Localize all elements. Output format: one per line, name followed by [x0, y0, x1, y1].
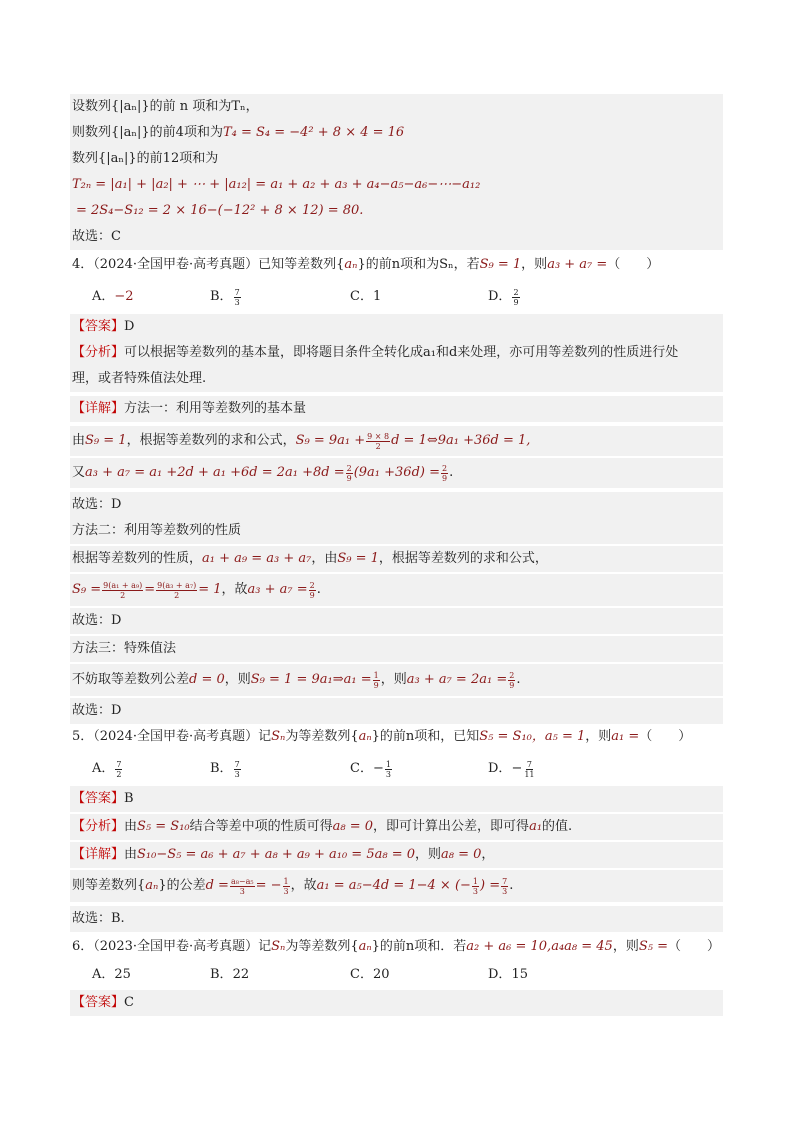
fraction	[366, 432, 390, 451]
option-label: A．	[92, 761, 115, 776]
line-text: 不妨取等差数列公差	[72, 672, 190, 687]
option-label: B．	[210, 761, 233, 776]
formula: T₄ = S₄ = −4² + 8 × 4 = 16	[222, 125, 405, 140]
fraction	[523, 760, 535, 779]
stem-text: }的前n项和为Sₙ，若	[357, 257, 480, 272]
denominator: 9	[373, 680, 379, 690]
line-text: 由	[72, 433, 86, 448]
formula: a₃ + a₇ = a₁ +2d + a₁ +6d = 2a₁ +8d =	[85, 465, 345, 480]
question-4-stem	[70, 252, 723, 278]
stem-text: 5．（2024·全国甲卷·高考真题）记	[72, 729, 272, 744]
option-a	[92, 756, 123, 782]
option-label: D．	[488, 761, 512, 776]
line-text: 方法一：利用等差数列的基本量	[124, 401, 307, 416]
formula: = 2S₄−S₁₂ = 2 × 16−(−12² + 8 × 12) = 80.	[76, 203, 364, 218]
formula: a₁	[529, 819, 543, 834]
numerator: 2	[309, 580, 315, 590]
numerator: 1	[385, 759, 391, 769]
formula: a₂ + a₆ = 10,a₄a₈ = 45	[466, 939, 613, 954]
denominator: 2	[116, 769, 122, 779]
fraction	[234, 288, 241, 307]
analysis-tag: 【分析】	[72, 819, 125, 834]
stem-text: 6．（2023·全国甲卷·高考真题）记	[72, 939, 272, 954]
text-line	[70, 146, 723, 172]
numerator: 1	[283, 876, 289, 886]
line-text: 故选：B.	[72, 911, 125, 926]
line-text: 方法三：特殊值法	[72, 641, 177, 656]
question-6-stem	[70, 934, 723, 960]
formula: (9a₁ +36d) =	[353, 465, 440, 480]
text-line	[70, 698, 723, 724]
answer-value: D	[124, 319, 135, 334]
denominator: 9	[509, 680, 515, 690]
text-line	[70, 664, 723, 696]
stem-text: ，则	[612, 939, 639, 954]
formula: a₁ =	[611, 729, 640, 744]
option-value: 20	[372, 967, 390, 982]
text-line	[70, 458, 723, 488]
fraction	[385, 760, 392, 779]
text-line	[70, 198, 723, 224]
line-text: 又	[72, 465, 86, 480]
fraction	[472, 877, 479, 896]
formula: S₉ = 1	[85, 433, 127, 448]
line-text: 的值.	[542, 819, 573, 834]
option-c	[350, 756, 393, 782]
fraction	[156, 581, 197, 600]
line-text: 数列{|aₙ|}的前12项和为	[72, 151, 219, 166]
text-line	[70, 870, 723, 902]
formula: Sₙ	[271, 729, 286, 744]
line-text: ，则	[224, 672, 251, 687]
detail-tag: 【详解】	[72, 401, 125, 416]
option-label: D．	[488, 967, 512, 982]
denominator: 3	[234, 769, 240, 779]
numerator: 9(a₃ + a₇)	[157, 580, 197, 590]
option-label: C．	[350, 289, 373, 304]
answer-tag: 【答案】	[72, 319, 125, 334]
formula: S₅ = S₁₀，a₅ = 1	[479, 729, 586, 744]
formula: aₙ	[145, 878, 159, 893]
fraction	[102, 581, 143, 600]
text-line	[70, 636, 723, 662]
numerator: 7	[234, 287, 240, 297]
stem-text: 为等差数列{	[285, 729, 359, 744]
text-line	[70, 366, 723, 392]
text-line	[70, 906, 723, 932]
option-label: B．	[210, 967, 233, 982]
formula: d = 0	[189, 672, 225, 687]
line-text: 由	[124, 819, 138, 834]
answer-line	[70, 990, 723, 1016]
denominator: 3	[239, 886, 245, 896]
fraction	[501, 877, 508, 896]
line-text: 故选：C	[72, 229, 121, 244]
numerator: 7	[116, 759, 122, 769]
line-text: 则等差数列{	[72, 878, 146, 893]
denominator: 3	[502, 886, 508, 896]
option-a	[92, 962, 131, 988]
line-text: ，则	[415, 847, 442, 862]
formula: S₉ = 1	[479, 257, 522, 272]
answer-line	[70, 314, 723, 340]
formula: = −	[255, 878, 282, 893]
line-text: }的公差	[158, 878, 206, 893]
numerator: 2	[442, 463, 448, 473]
text-line	[70, 518, 723, 544]
option-label: A．	[92, 967, 115, 982]
analysis-tag: 【分析】	[72, 345, 125, 360]
detail-line	[70, 396, 723, 422]
formula: =	[144, 582, 156, 597]
numerator: 7	[526, 759, 532, 769]
question-4-options	[70, 284, 723, 310]
line-text: 理，或者特殊值法处理.	[72, 371, 207, 386]
line-text: ，根据等差数列的求和公式，	[378, 551, 548, 566]
fraction	[508, 671, 515, 690]
line-text: ，根据等差数列的求和公式，	[126, 433, 296, 448]
detail-line	[70, 842, 723, 868]
line-text: 结合等差中项的性质可得	[189, 819, 333, 834]
numerator: 1	[373, 670, 379, 680]
line-text: 设数列{|aₙ|}的前 n 项和为Tₙ，	[72, 99, 259, 114]
line-text: ，故	[221, 582, 248, 597]
fraction	[373, 671, 380, 690]
fraction	[234, 760, 241, 779]
option-label: B．	[210, 289, 233, 304]
option-b	[210, 962, 249, 988]
formula: T₂ₙ = |a₁| + |a₂| + ⋯ + |a₁₂| = a₁ + a₂ + a₃ + a₄−a₅−a₆−⋯−a₁₂	[72, 177, 481, 192]
option-value: 25	[114, 967, 131, 982]
stem-text: 4．（2024·全国甲卷·高考真题）已知等差数列{	[72, 257, 345, 272]
stem-text: 为等差数列{	[285, 939, 359, 954]
text-line	[70, 492, 723, 518]
fraction	[512, 288, 519, 307]
stem-text: （ ）	[639, 729, 692, 744]
option-d	[488, 756, 537, 782]
option-d	[488, 962, 528, 988]
answer-value: C	[124, 995, 134, 1010]
fraction	[283, 877, 290, 896]
text-line	[70, 94, 723, 120]
stem-text: （ ）	[668, 939, 721, 954]
option-c	[350, 284, 381, 310]
denominator: 3	[283, 886, 289, 896]
numerator: 7	[502, 876, 508, 886]
answer-tag: 【答案】	[72, 791, 125, 806]
formula: aₙ	[358, 729, 372, 744]
denominator: 9	[346, 473, 352, 483]
option-value: 15	[511, 967, 528, 982]
formula: aₙ	[344, 257, 358, 272]
question-5-stem	[70, 724, 723, 750]
line-text: 根据等差数列的性质，	[72, 551, 203, 566]
stem-text: ，则	[521, 257, 548, 272]
line-text: 故选：D	[72, 497, 122, 512]
answer-value: B	[124, 791, 134, 806]
line-text: 方法二：利用等差数列的性质	[72, 523, 242, 538]
denominator: 11	[524, 769, 535, 779]
numerator: 7	[234, 759, 240, 769]
denominator: 9	[309, 590, 315, 600]
denominator: 3	[472, 886, 479, 896]
numerator: 2	[346, 463, 352, 473]
numerator: a₈−a₅	[230, 876, 254, 886]
text-line	[70, 608, 723, 634]
answer-tag: 【答案】	[72, 995, 125, 1010]
formula: a₃ + a₇ = 2a₁ =	[406, 672, 508, 687]
answer-line	[70, 786, 723, 812]
numerator: 9(a₁ + a₉)	[103, 580, 143, 590]
line-text: ，故	[290, 878, 317, 893]
text-line	[70, 574, 723, 606]
analysis-line	[70, 340, 723, 366]
option-label: D．	[488, 289, 512, 304]
formula: S₅ = S₁₀	[137, 819, 190, 834]
fraction	[346, 464, 353, 483]
numerator: 9 × 8	[367, 431, 390, 441]
line-text: .	[509, 878, 514, 893]
detail-tag: 【详解】	[72, 847, 125, 862]
line-text: 可以根据等差数列的基本量，即将题目条件全转化成a₁和d来处理，亦可用等差数列的性质进行处	[124, 345, 679, 360]
formula: S₉ = 1	[337, 551, 379, 566]
formula: aₙ	[358, 939, 372, 954]
question-6-options	[70, 962, 723, 988]
option-sign: −	[372, 761, 384, 776]
line-text: ，由	[311, 551, 338, 566]
formula: S₁₀−S₅ = a₆ + a₇ + a₈ + a₉ + a₁₀ = 5a₈ = 0	[137, 847, 415, 862]
formula: = 1	[198, 582, 222, 597]
formula: d = 1⇔9a₁ +36d = 1,	[391, 433, 531, 448]
formula: S₉ = 1 = 9a₁⇒a₁ =	[250, 672, 372, 687]
fraction	[441, 464, 448, 483]
denominator: 3	[234, 297, 240, 307]
option-c	[350, 962, 390, 988]
stem-text: （ ）	[607, 257, 660, 272]
fraction	[309, 581, 316, 600]
fraction	[115, 760, 122, 779]
text-line	[70, 224, 723, 250]
line-text: .	[516, 672, 521, 687]
question-5-options	[70, 756, 723, 782]
formula: a₈ = 0	[441, 847, 482, 862]
option-value: −2	[114, 289, 134, 304]
line-text: 故选：D	[72, 613, 122, 628]
formula: S₉ =	[72, 582, 102, 597]
option-value: 22	[232, 967, 250, 982]
stem-text: }的前n项和．若	[371, 939, 467, 954]
line-text: ，	[481, 847, 495, 862]
denominator: 2	[375, 441, 381, 451]
text-line	[70, 426, 723, 456]
line-text: ，则	[380, 672, 407, 687]
numerator: 1	[472, 876, 479, 886]
denominator: 2	[174, 590, 180, 600]
option-b	[210, 756, 242, 782]
formula: a₁ = a₅−4d = 1−4 × (−	[316, 878, 471, 893]
text-line	[70, 172, 723, 198]
option-sign: −	[511, 761, 523, 776]
line-text: 故选：D	[72, 703, 122, 718]
denominator: 9	[513, 297, 519, 307]
stem-text: ，则	[585, 729, 612, 744]
line-text: .	[449, 465, 454, 480]
fraction	[230, 877, 255, 896]
text-line	[70, 546, 723, 572]
option-b	[210, 284, 242, 310]
stem-text: }的前n项和，已知	[371, 729, 480, 744]
option-d	[488, 284, 521, 310]
formula: ) =	[480, 878, 501, 893]
numerator: 2	[513, 287, 519, 297]
denominator: 9	[442, 473, 448, 483]
formula: Sₙ	[271, 939, 286, 954]
option-a	[92, 284, 134, 310]
text-line	[70, 120, 723, 146]
option-label: C．	[350, 967, 373, 982]
formula: a₈ = 0	[332, 819, 374, 834]
line-text: .	[316, 582, 321, 597]
analysis-line	[70, 814, 723, 840]
formula: a₃ + a₇ =	[247, 582, 308, 597]
formula: S₅ =	[638, 939, 668, 954]
numerator: 2	[509, 670, 515, 680]
formula: a₃ + a₇ =	[547, 257, 608, 272]
line-text: ，即可计算出公差，即可得	[373, 819, 530, 834]
formula: a₁ + a₉ = a₃ + a₇	[202, 551, 312, 566]
option-value: 1	[372, 289, 382, 304]
formula: S₉ = 9a₁ +	[295, 433, 366, 448]
option-label: A．	[92, 289, 115, 304]
denominator: 2	[120, 590, 126, 600]
formula: d =	[205, 878, 229, 893]
line-text: 则数列{|aₙ|}的前4项和为	[72, 125, 223, 140]
denominator: 3	[385, 769, 391, 779]
line-text: 由	[124, 847, 138, 862]
option-label: C．	[350, 761, 373, 776]
